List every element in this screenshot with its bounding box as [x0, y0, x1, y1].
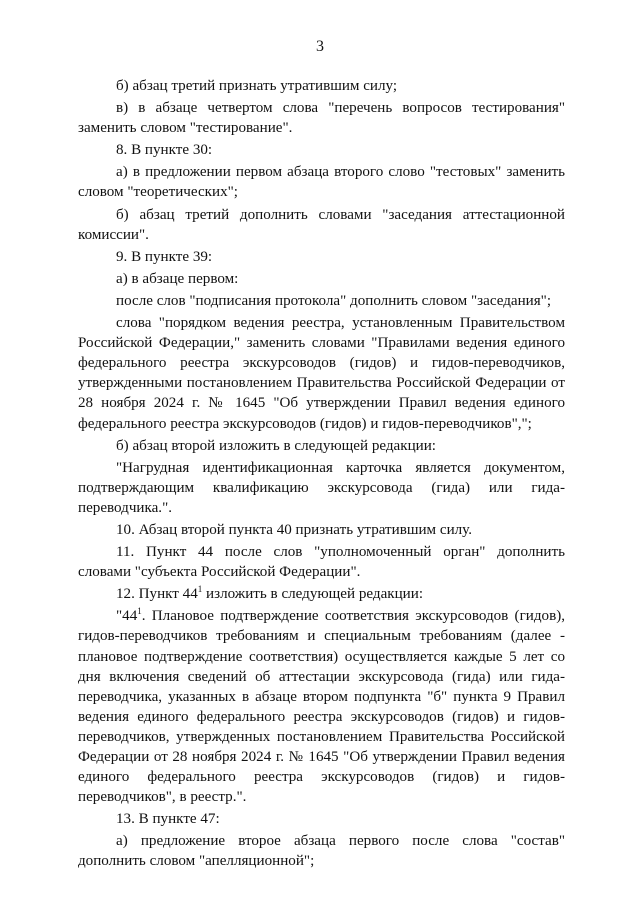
paragraph [78, 436, 565, 456]
text-run: 9. В пункте 39: [116, 248, 213, 265]
paragraph [78, 98, 565, 138]
paragraph [78, 291, 565, 311]
paragraph [78, 458, 565, 518]
text-run: а) предложение второе абзаца первого после слова "состав" дополнить словом "апелляционной"; [78, 833, 565, 870]
text-run: "Нагрудная идентификационная карточка является документом, подтверждающим квалификацию экскурсовода (гида) или гида-переводчика.". [78, 459, 565, 516]
text-run: слова "порядком ведения реестра, установленным Правительством Российской Федерации," заменить словами "Правилами ведения единого федерального реестра экскурсоводов (гидов) и гидов-переводчиков, утвержденными постановлением Правительства Российской Федерации от 28 ноября 2024 г. № 1645 "Об утверждении Правил ведения единого федерального реестра экскурсоводов (гидов) и гидов-переводчиков","; [78, 315, 565, 432]
paragraph [78, 140, 565, 160]
text-run: в) в абзаце четвертом слова "перечень вопросов тестирования" заменить словом "тестирование". [78, 100, 565, 137]
text-run: б) абзац второй изложить в следующей редакции: [116, 437, 437, 454]
paragraph [78, 520, 565, 540]
page-number: 3 [316, 38, 324, 55]
text-run: "44 [116, 608, 138, 625]
text-run: а) в предложении первом абзаца второго слово "тестовых" заменить словом "теоретических"; [78, 164, 565, 201]
text-run: б) абзац третий признать утратившим силу; [116, 78, 398, 94]
paragraph [78, 205, 565, 245]
superscript: 1 [137, 606, 142, 617]
text-run: 12. Пункт 44 [116, 586, 198, 603]
paragraph [78, 269, 565, 289]
paragraph [78, 584, 565, 604]
paragraph [78, 606, 565, 807]
paragraph [78, 313, 565, 434]
paragraph [78, 162, 565, 202]
text-run: 13. В пункте 47: [116, 811, 220, 828]
text-run: а) в абзаце первом: [116, 270, 239, 287]
text-run: 8. В пункте 30: [116, 142, 213, 159]
text-run: после слов "подписания протокола" дополнить словом "заседания"; [116, 292, 552, 309]
paragraph [78, 831, 565, 871]
text-run: б) абзац третий дополнить словами "заседания аттестационной комиссии". [78, 206, 565, 243]
superscript: 1 [197, 584, 203, 595]
text-run: . Плановое подтверждение соответствия экскурсоводов (гидов), гидов-переводчиков требованиям и специальным требованиям (далее - плановое подтверждение соответствия) осуществляется каждые 5 лет со дня включения сведений об аттестации экскурсовода (гида) или гида-переводчика, указанных в абзаце втором подпункта "б" пункта 9 Правил ведения единого федерального реестра экскурсоводов (гидов) и гидов-переводчиков, утвержденных постановлением Правительства Российской Федерации от 28 ноября 2024 г. № 1645 "Об утверждении Правил ведения единого федерального реестра экскурсоводов (гидов) и гидов-переводчиков", в реестр.". [78, 608, 565, 806]
text-run: изложить в следующей редакции: [202, 586, 424, 603]
paragraph [78, 76, 565, 96]
text-run: 11. Пункт 44 после слов "уполномоченный орган" дополнить словами "субъекта Российской Федерации". [78, 544, 565, 581]
paragraph [78, 542, 565, 582]
paragraph [78, 247, 565, 267]
paragraph [78, 809, 565, 829]
document-body [78, 76, 565, 872]
text-run: 10. Абзац второй пункта 40 признать утратившим силу. [116, 521, 472, 538]
